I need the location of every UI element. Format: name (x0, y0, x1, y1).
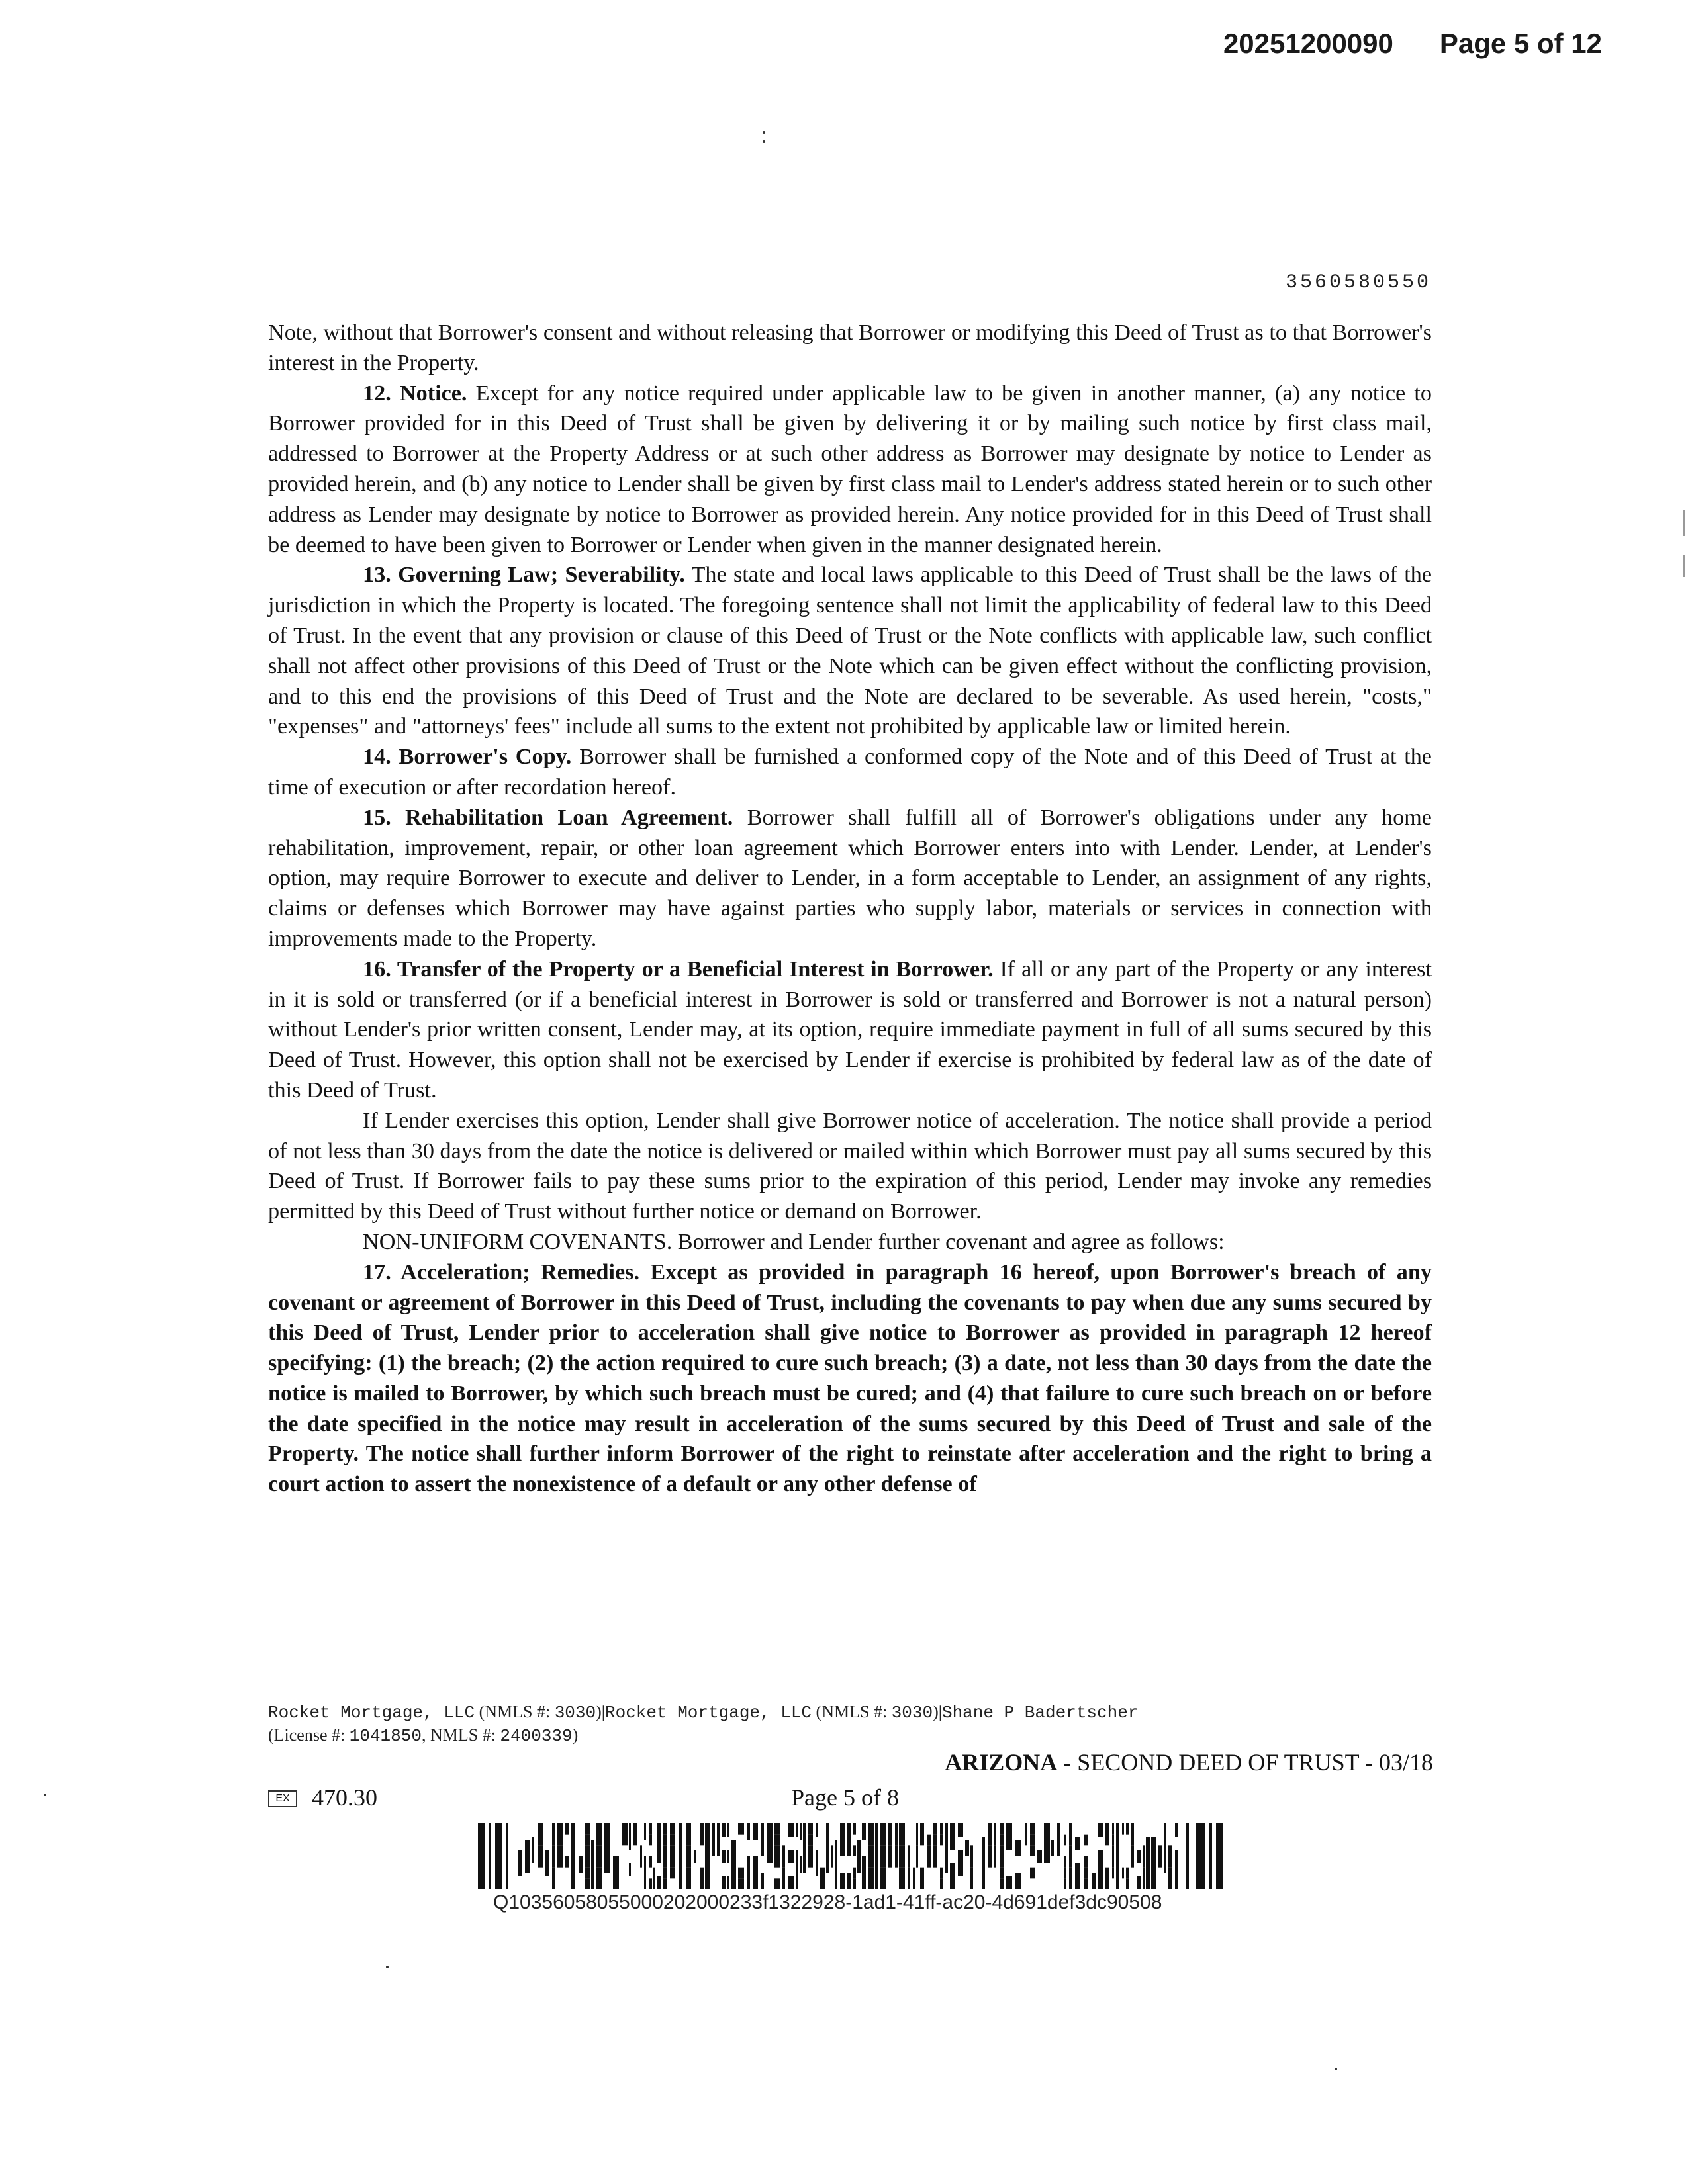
scan-speck (1335, 2068, 1337, 2070)
paragraph-12 (268, 379, 1432, 561)
form-code-number: 470.30 (312, 1784, 377, 1811)
recording-page-label: Page 5 of 12 (1439, 28, 1602, 59)
ex-icon: EX (268, 1790, 297, 1807)
license-nmls-label: , NMLS #: (421, 1725, 500, 1745)
paragraph-15 (268, 803, 1432, 954)
scan-speck (44, 1794, 46, 1796)
page-number: Page 5 of 8 (791, 1784, 899, 1811)
paragraph-14-heading: 14. Borrower's Copy. (363, 745, 572, 770)
paragraph-15-text: Borrower shall fulfill all of Borrower's obligations under any home rehabilitation, improvement, repair, or other loan agreement which Borrower enters into with Lender. Lender, at Lender's option, may require Borrower to execute and deliver to Lender, in a form acceptable to Lender, an assignment of any rights, claims or defenses which Borrower may have against parties who supply labor, materials or services in connection with improvements made to the Property. (268, 805, 1432, 951)
scan-speck (763, 140, 765, 143)
recording-stamp (1223, 28, 1602, 60)
paragraph-16 (268, 954, 1432, 1106)
license-close: ) (572, 1725, 579, 1745)
paragraph-12-text: Except for any notice required under applicable law to be given in another manner, (a) any notice to Borrower provided for in this Deed of Trust shall be given by delivering it or by mailing such notice by first class mail, addressed to Borrower at the Property Address or at such other address as Borrower may designate by notice to Lender as provided herein, and (b) any notice to Lender shall be given by first class mail to Lender's address stated herein or to such other address as Lender may designate by notice to Borrower as provided herein. Any notice provided for in this Deed of Trust shall be deemed to have been given to Borrower or Lender when given in the manner designated herein. (268, 381, 1432, 557)
paragraph-15-heading: 15. Rehabilitation Loan Agreement. (363, 805, 733, 830)
nmls-label-1: (NMLS #: (475, 1702, 555, 1721)
form-title (945, 1749, 1433, 1776)
deed-body (268, 318, 1432, 1500)
paragraph-12-heading: 12. Notice. (363, 381, 467, 406)
lender-name-2: Rocket Mortgage, LLC (604, 1703, 812, 1723)
form-name: - SECOND DEED OF TRUST - 03/18 (1057, 1749, 1433, 1776)
nmls-number-2: 3030 (891, 1703, 933, 1723)
barcode-text: Q10356058055000202000233f1322928-1ad1-41ff-ac20-4d691def3dc90508 (493, 1891, 1162, 1913)
lender-name-1: Rocket Mortgage, LLC (268, 1703, 475, 1723)
paragraph-16-text: If all or any part of the Property or any interest in it is sold or transferred (or if a beneficial interest in Borrower is sold or transferred and Borrower is not a natural person) without Lender's prior written consent, Lender may, at its option, require immediate payment in full of all sums secured by this Deed of Trust. However, this option shall not be exercised by Lender if exercise is prohibited by federal law as of the date of this Deed of Trust. (268, 956, 1432, 1103)
paragraph-16-acceleration: If Lender exercises this option, Lender shall give Borrower notice of acceleration. The notice shall provide a period of not less than 30 days from the date the notice is delivered or mailed within which Borrower must pay all sums secured by this Deed of Trust. If Borrower fails to pay these sums prior to the expiration of this period, Lender may invoke any remedies permitted by this Deed of Trust without further notice or demand on Borrower. (268, 1108, 1432, 1224)
paragraph-13 (268, 560, 1432, 742)
footer-separator: )| (596, 1702, 605, 1721)
form-state: ARIZONA (945, 1749, 1058, 1776)
loan-officer-name: Shane P Badertscher (941, 1703, 1139, 1723)
footer-separator: )| (933, 1702, 942, 1721)
paragraph-continuation: Note, without that Borrower's consent and without releasing that Borrower or modifying this Deed of Trust as to that Borrower's interest in the Property. (268, 320, 1432, 375)
paragraph-13-heading: 13. Governing Law; Severability. (363, 563, 685, 588)
license-label: (License #: (268, 1725, 350, 1745)
edge-mark (1683, 510, 1685, 536)
license-nmls-number: 2400339 (500, 1726, 573, 1746)
paragraph-13-text: The state and local laws applicable to this Deed of Trust shall be the laws of the jurisdiction in which the Property is located. The foregoing sentence shall not limit the applicability of federal law to this Deed of Trust. In the event that any provision or clause of this Deed of Trust or the Note conflicts with applicable law, such conflict shall not affect other provisions of this Deed of Trust or the Note which can be given effect without the conflicting provision, and to this end the provisions of this Deed of Trust and the Note are declared to be severable. As used herein, "costs," "expenses" and "attorneys' fees" include all sums to the extent not prohibited by applicable law or limited herein. (268, 563, 1432, 739)
form-code (268, 1784, 377, 1811)
paragraph-17: 17. Acceleration; Remedies. Except as provided in paragraph 16 hereof, upon Borrower's breach of any covenant or agreement of Borrower in this Deed of Trust, including the covenants to pay when due any sums secured by this Deed of Trust, Lender prior to acceleration shall give notice to Borrower as provided in paragraph 12 hereof specifying: (1) the breach; (2) the action required to cure such breach; (3) a date, not less than 30 days from the date the notice is mailed to Borrower, by which such breach must be cured; and (4) that failure to cure such breach on or before the date specified in the notice may result in acceleration of the sums secured by this Deed of Trust and sale of the Property. The notice shall further inform Borrower of the right to reinstate after acceleration and the right to bring a court action to assert the nonexistence of a default or any other defense of (268, 1259, 1432, 1497)
edge-mark (1683, 555, 1685, 577)
non-uniform-covenants: NON-UNIFORM COVENANTS. Borrower and Lender further covenant and agree as follows: (363, 1229, 1225, 1254)
license-number: 1041850 (349, 1726, 422, 1746)
scan-speck (386, 1966, 389, 1968)
paragraph-14 (268, 742, 1432, 803)
loan-number: 3560580550 (1285, 271, 1431, 294)
barcode-image (478, 1823, 1223, 1889)
nmls-label-2: (NMLS #: (812, 1702, 892, 1721)
lender-footer (268, 1701, 1393, 1747)
paragraph-16-heading: 16. Transfer of the Property or a Beneficial Interest in Borrower. (363, 956, 994, 981)
paragraph-14-text: Borrower shall be furnished a conformed copy of the Note and of this Deed of Trust at the time of execution or after recordation hereof. (268, 745, 1432, 799)
nmls-number-1: 3030 (554, 1703, 596, 1723)
recording-doc-number: 20251200090 (1223, 28, 1393, 59)
scan-speck (763, 131, 765, 134)
